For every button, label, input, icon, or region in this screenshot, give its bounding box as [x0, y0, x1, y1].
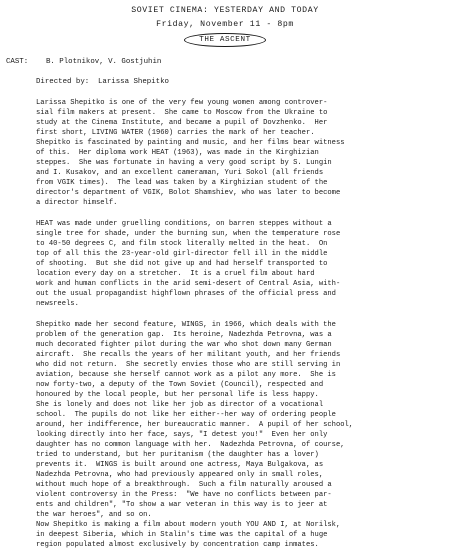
paragraph-3-line: aircraft. She recalls the years of her militant youth, and her friends [36, 351, 341, 359]
screening-date: Friday, November 11 - 8pm [156, 20, 294, 29]
paragraph-1-line: from VGIK times). The lead was taken by a Kirghizian student of the [36, 179, 328, 187]
paragraph-2-line: of shooting. But she did not give up and had herself transported to [36, 260, 328, 268]
paragraph-3-line: Shepitko made her second feature, WINGS, in 1966, which deals with the [36, 321, 336, 329]
paragraph-2-line: location every day on a stretcher. It is a cruel film about hard [36, 270, 315, 278]
paragraph-3-line: violent controversy in the Press: "We have no conflicts between par- [36, 491, 332, 499]
paragraph-3-line: prevents it. WINGS is built around one actress, Maya Bulgakova, as [36, 461, 324, 469]
paragraph-1-line: and I. Kusakov, and an excellent cameraman, Yuri Sokol (all friends [36, 169, 324, 177]
paragraph-3-line: daughter has no common language with her. Nadezhda Petrovna, of course, [36, 441, 345, 449]
paragraph-3-line: who did not return. She secretly envies those who are still serving in [36, 361, 341, 369]
paragraph-3-line: much decorated fighter pilot during the war who shot down many German [36, 341, 332, 349]
paragraph-2-line: work and human conflicts in the arid semi-desert of Central Asia, with- [36, 280, 341, 288]
paragraph-3-line: aviation, because she herself cannot work as a pilot any more. She is [36, 371, 336, 379]
paragraph-3-line: ents and children", "To show a war veteran in this way is to jeer at [36, 501, 328, 509]
director-label: Directed by: [36, 78, 90, 86]
paragraph-1-line: Shepitko is fascinated by painting and music, and her films bear witness [36, 139, 345, 147]
paragraph-1-line: a director himself. [36, 199, 118, 207]
paragraph-4-line: in deepest Siberia, which in Stalin's time was the capital of a huge [36, 531, 328, 539]
paragraph-3-line: without much hope of a breakthrough. Such a film naturally aroused a [36, 481, 332, 489]
series-title: SOVIET CINEMA: YESTERDAY AND TODAY [131, 6, 319, 15]
paragraph-3-line: tried to understand, but her puritanism (the daughter has a lover) [36, 451, 319, 459]
cast-value: B. Plotnikov, V. Gostjuhin [46, 58, 162, 66]
paragraph-3-line: She is lonely and does not like her job as director of a vocational [36, 401, 324, 409]
paragraph-3-line: honoured by the local people, but her personal life is less happy. [36, 391, 319, 399]
paragraph-1-line: steppes. She was fortunate in having a very good script by S. Lungin [36, 159, 332, 167]
paragraph-3-line: the war heroes", and so on. [36, 511, 152, 519]
paragraph-3-line: now forty-two, a deputy of the Town Soviet (Council), respected and [36, 381, 324, 389]
film-title: THE ASCENT [184, 33, 266, 47]
paragraph-1-line: study at the Cinema Institute, and became a pupil of Dovzhenko. Her [36, 119, 328, 127]
paragraph-3-line: school. The pupils do not like her either--her way of ordering people [36, 411, 336, 419]
paragraph-2-line: to 40-50 degrees C, and film stock literally melted in the heat. On [36, 240, 328, 248]
paragraph-1-line: first short, LIVING WATER (1960) carries the mark of her teacher. [36, 129, 315, 137]
paragraph-3-line: Nadezhda Petrovna, who had previously appeared only in small roles, [36, 471, 324, 479]
paragraph-2-line: HEAT was made under gruelling conditions, on barren steppes without a [36, 220, 332, 228]
cast-label: CAST: [6, 58, 29, 66]
director-value: Larissa Shepitko [98, 78, 169, 86]
paragraph-3-line: around, her indifference, her bureaucratic manner. A pupil of her school, [36, 421, 354, 429]
paragraph-1-line: Larissa Shepitko is one of the very few young women among controver- [36, 99, 328, 107]
paragraph-4-line: region populated almost exclusively by concentration camp inmates. [36, 541, 319, 549]
paragraph-1-line: sial film makers at present. She came to Moscow from the Ukraine to [36, 109, 328, 117]
paragraph-2-line: out the usual propagandist highflown phrases of the official press and [36, 290, 336, 298]
paragraph-2-line: single tree for shade, under the burning sun, when the temperature rose [36, 230, 341, 238]
paragraph-3-line: looking directly into her face, says, "I detest you!" Even her only [36, 431, 328, 439]
paragraph-4-line: Now Shepitko is making a film about modern youth YOU AND I, at Norilsk, [36, 521, 341, 529]
paragraph-2-line: newsreels. [36, 300, 79, 308]
paragraph-1-line: director's department of VGIK, Bolot Shamshiev, who was later to become [36, 189, 341, 197]
paragraph-1-line: of this. Her diploma work HEAT (1963), was made in the Kirghizian [36, 149, 319, 157]
paragraph-2-line: top of all this the 23-year-old girl-director fell ill in the middle [36, 250, 328, 258]
paragraph-3-line: problem of the generation gap. Its heroine, Nadezhda Petrovna, was a [36, 331, 332, 339]
